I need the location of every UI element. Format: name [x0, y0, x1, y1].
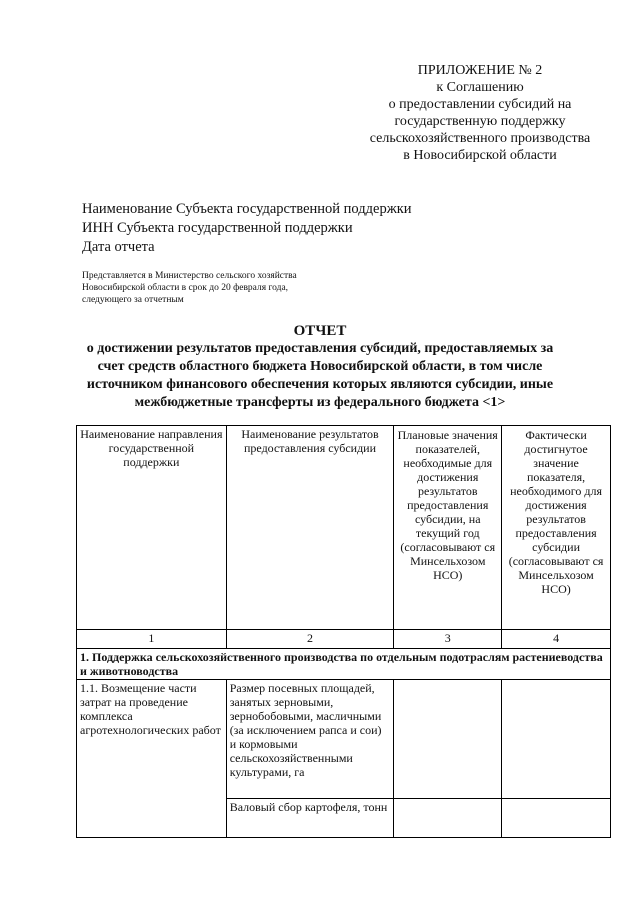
- appendix-line: в Новосибирской области: [403, 148, 557, 163]
- submission-note: [82, 270, 297, 306]
- appendix-line: ПРИЛОЖЕНИЕ № 2: [417, 63, 543, 78]
- header-planned: Плановые значения показателей, необходимые для достижения результатов предоставления субсидии, на текущий год (согласовывают ся Минсельхозом НСО): [394, 426, 502, 630]
- inn-label: ИНН Субъекта государственной поддержки: [82, 220, 353, 236]
- appendix-line: сельскохозяйственного производства: [369, 131, 591, 146]
- report-date-label: Дата отчета: [82, 239, 155, 255]
- report-heading: ОТЧЕТ: [293, 323, 347, 339]
- column-numbers-row: [77, 630, 611, 649]
- report-fields: [82, 200, 412, 257]
- planned-value-cell[interactable]: [394, 799, 502, 838]
- note-line: Представляется в Министерство сельского хозяйства: [82, 271, 297, 281]
- section-row: [77, 649, 611, 680]
- result-cell: Валовый сбор картофеля, тонн: [226, 799, 394, 838]
- actual-value-cell[interactable]: [502, 799, 611, 838]
- table-row: [77, 680, 611, 799]
- title-line: межбюджетные трансферты из федерального бюджета <1>: [134, 395, 506, 410]
- title-line: о достижении результатов предоставления субсидий, предоставляемых за: [86, 341, 554, 356]
- planned-value-cell[interactable]: [394, 680, 502, 799]
- direction-cell: 1.1. Возмещение части затрат на проведение комплекса агротехнологических работ: [77, 680, 227, 838]
- appendix-line: государственную поддержку: [394, 114, 566, 129]
- column-number: 3: [394, 630, 502, 649]
- title-line: источником финансового обеспечения которых являются субсидии, иные: [86, 377, 554, 392]
- title-line: счет средств областного бюджета Новосибирской области, в том числе: [97, 359, 543, 374]
- header-actual: Фактически достигнутое значение показателя, необходимого для достижения результатов предоставления субсидии (согласовывают ся Минсельхозом НСО): [502, 426, 611, 630]
- result-cell: Размер посевных площадей, занятых зерновыми, зернобобовыми, масличными (за исключением рапса и сои) и кормовыми сельскохозяйственными культурами, га: [226, 680, 394, 799]
- header-result: Наименование результатов предоставления субсидии: [226, 426, 394, 630]
- column-number: 2: [226, 630, 394, 649]
- note-line: Новосибирской области в срок до 20 февраля года,: [82, 283, 289, 293]
- header-direction: Наименование направления государственной поддержки: [77, 426, 227, 630]
- appendix-line: к Соглашению: [436, 80, 524, 95]
- actual-value-cell[interactable]: [502, 680, 611, 799]
- report-title: [60, 322, 580, 412]
- section-title: 1. Поддержка сельскохозяйственного производства по отдельным подотраслям растениеводства и животноводства: [77, 649, 611, 680]
- column-number: 4: [502, 630, 611, 649]
- table-header-row: [77, 426, 611, 630]
- appendix-line: о предоставлении субсидий на: [388, 97, 572, 112]
- column-number: 1: [77, 630, 227, 649]
- appendix-block: [330, 62, 630, 164]
- report-table: [76, 425, 611, 838]
- note-line: следующего за отчетным: [82, 295, 184, 305]
- subject-name-label: Наименование Субъекта государственной поддержки: [82, 201, 412, 217]
